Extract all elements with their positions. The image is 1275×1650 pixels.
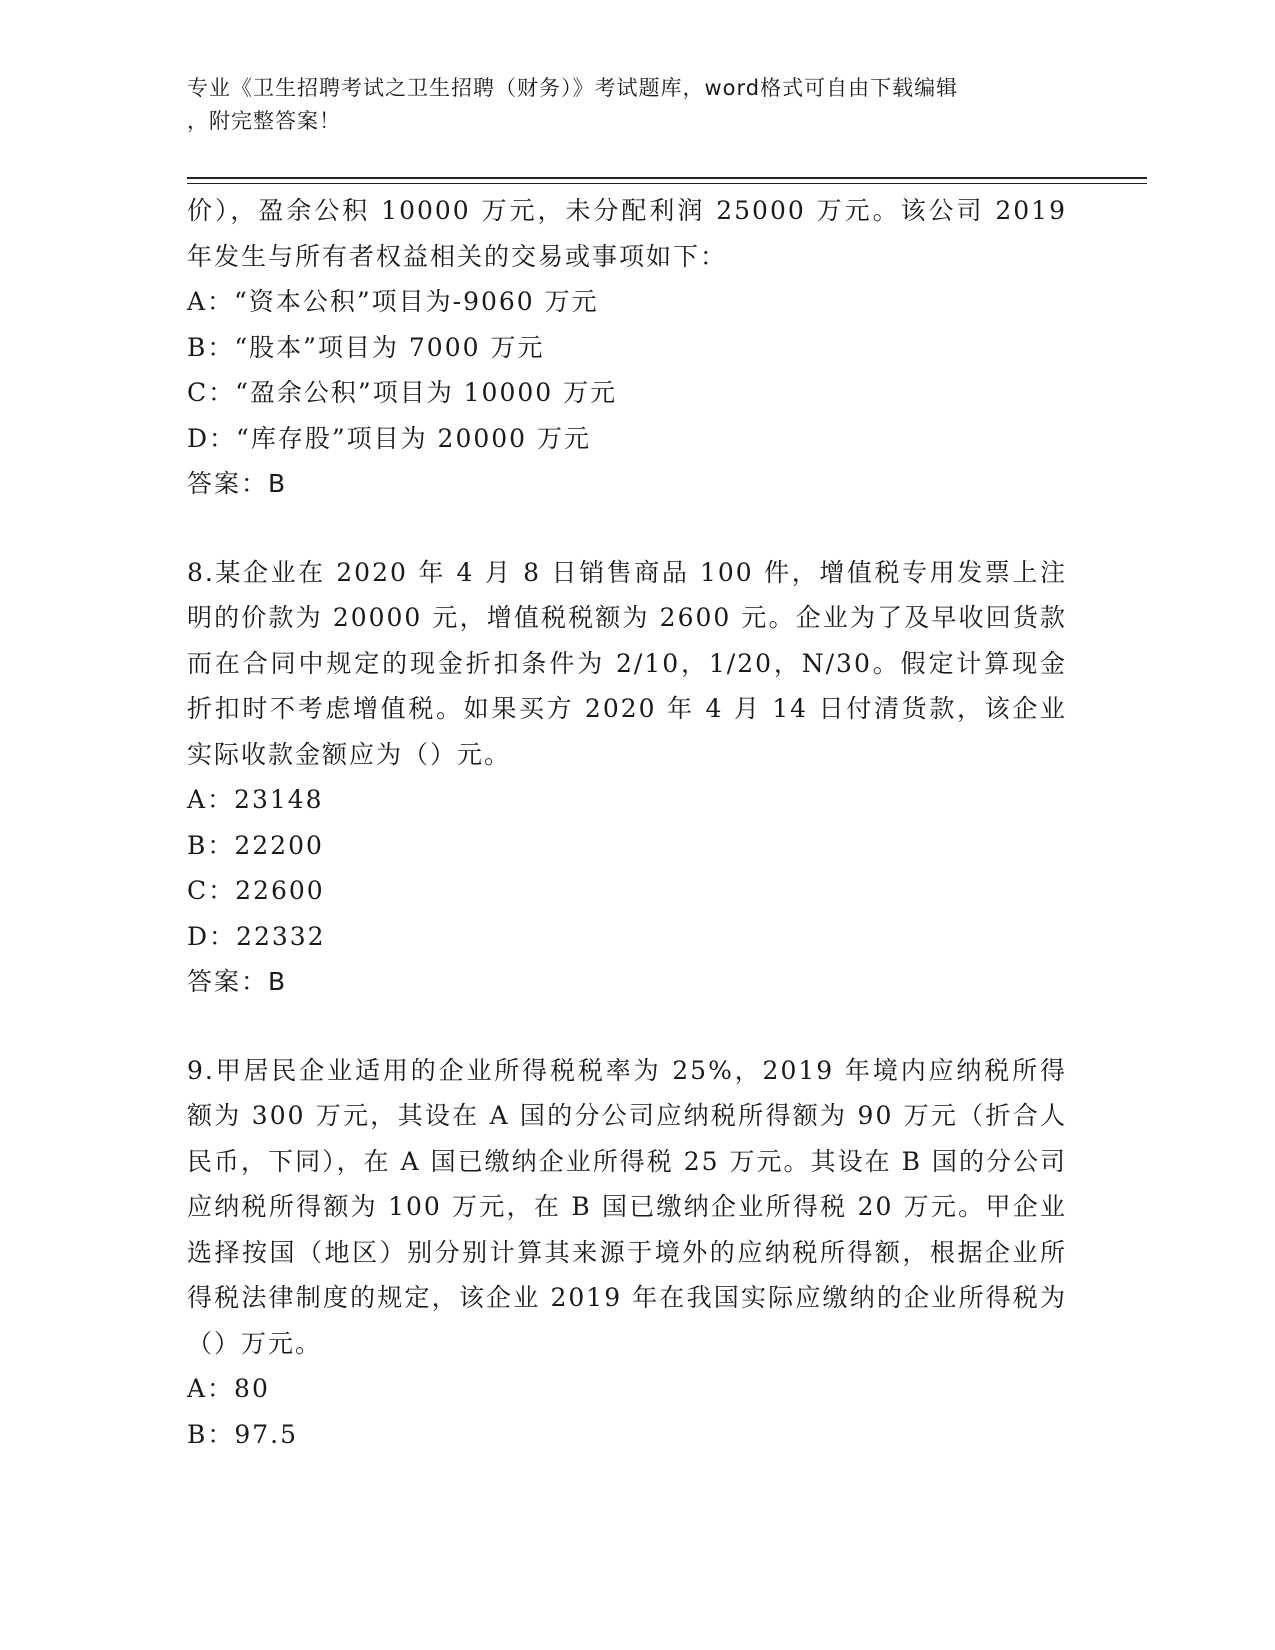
question-8-option-b: B：22200 (187, 830, 324, 860)
document-header (187, 72, 1067, 138)
question-8-stem: 8.某企业在 2020 年 4 月 8 日销售商品 100 件，增值税专用发票上注明的价款为 20000 元，增值税税额为 2600 元。企业为了及早收回货款而在合同中规定的现金折扣条件为 2/10，1/20，N/30。假定计算现金折扣时不考虑增值税。如果买方 2020 年 4 月 14 日付清货款，该企业实际收款金额应为（）元。 (187, 557, 1067, 769)
question-7 (187, 188, 1067, 507)
header-divider-thin (187, 183, 1147, 184)
question-7-option-c: C：“盈余公积”项目为 10000 万元 (187, 378, 618, 407)
question-8-option-c: C：22600 (187, 876, 325, 905)
header-title-line1: 专业《卫生招聘考试之卫生招聘（财务）》考试题库，word格式可自由下载编辑 (187, 76, 959, 100)
header-divider-thick (187, 177, 1147, 179)
question-7-option-b: B：“股本”项目为 7000 万元 (187, 332, 545, 362)
spacer (187, 507, 1067, 550)
question-7-option-d: D：“库存股”项目为 20000 万元 (187, 423, 592, 453)
question-8-option-a: A：23148 (187, 785, 324, 814)
header-title-line2: ，附完整答案！ (187, 109, 341, 133)
question-7-stem: 价），盈余公积 10000 万元，未分配利润 25000 万元。该公司 2019 年发生与所有者权益相关的交易或事项如下： (187, 196, 1067, 271)
question-9-option-a: A：80 (187, 1374, 270, 1403)
question-9-stem: 9.甲居民企业适用的企业所得税税率为 25%，2019 年境内应纳税所得额为 300 万元，其设在 A 国的分公司应纳税所得额为 90 万元（折合人民币，下同），在 A 国已缴纳企业所得税 25 万元。其设在 B 国的分公司应纳税所得额为 100 万元，在 B 国已缴纳企业所得税 20 万元。甲企业选择按国（地区）别分别计算其来源于境外的应纳税所得额，根据企业所得税法律制度的规定，该企业 2019 年在我国实际应缴纳的企业所得税为（）万元。 (187, 1055, 1067, 1358)
question-9 (187, 1048, 1067, 1458)
question-9-option-b: B：97.5 (187, 1419, 299, 1449)
document-body (187, 188, 1067, 1457)
question-8-option-d: D：22332 (187, 921, 326, 951)
question-7-answer: 答案：B (187, 469, 288, 498)
spacer (187, 1005, 1067, 1048)
question-7-option-a: A：“资本公积”项目为-9060 万元 (187, 287, 599, 316)
question-8-answer: 答案：B (187, 967, 288, 996)
question-8 (187, 550, 1067, 1005)
